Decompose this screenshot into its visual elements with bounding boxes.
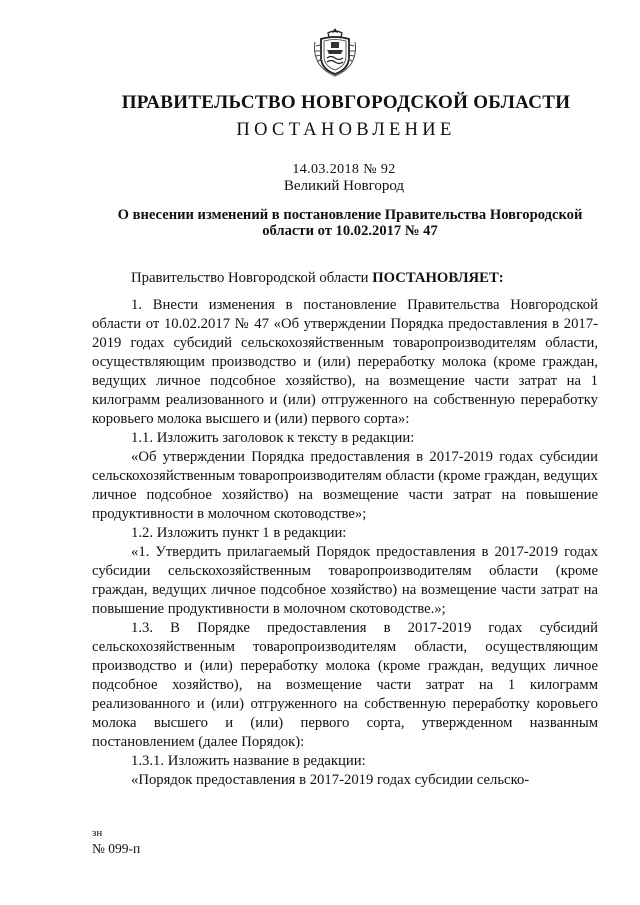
paragraph-1-3: 1.3. В Порядке предоставления в 2017-2019 годах субсидий сельскохозяйственным товаропроизводителям области, осуществляющим производство и (или) переработку молока (кроме граждан, ведущих личное подсобное хозяйство), на возмещение части затрат на 1 килограмм реализованного и (или) отгруженного на собственную переработку коровьего молока высшего и (или) первого сорта, утвержденном названным постановлением (далее Порядок): [92,620,598,750]
paragraph-1-1-text: «Об утверждении Порядка предоставления в 2017-2019 годах субсидии сельскохозяйственным товаропроизводителям области (кроме граждан, ведущих личное подсобное хозяйство) на возмещение части затрат на повышение продуктивности в молочном скотоводстве»; [92,449,598,522]
government-title: ПРАВИТЕЛЬСТВО НОВГОРОДСКОЙ ОБЛАСТИ [121,92,571,113]
subject-line-1: О внесении изменений в постановление Правительства Новгородской [117,207,583,223]
registration-number: № 099-п [92,841,141,856]
decree-lead-text: Правительство Новгородской области [131,270,373,286]
document-type: ПОСТАНОВЛЕНИЕ [236,120,456,140]
paragraph-1-1: 1.1. Изложить заголовок к тексту в редакции: [131,430,415,446]
decree-keyword: ПОСТАНОВЛЯЕТ: [372,270,504,286]
subject-line-2: области от 10.02.2017 № 47 [262,223,438,239]
coat-of-arms-icon [311,24,359,78]
paragraph-1: 1. Внести изменения в постановление Правительства Новгородской области от 10.02.2017 № 47 «Об утверждении Порядка предоставления в 2017-2019 годах субсидий сельскохозяйственным товаропроизводителям области, осуществляющим производство и (или) переработку молока (кроме граждан, ведущих личное подсобное хозяйство), на возмещение части затрат на 1 килограмм реализованного и (или) отгруженного на собственную переработку коровьего молока высшего и (или) первого сорта»: [92,297,598,427]
paragraph-1-2: 1.2. Изложить пункт 1 в редакции: [131,525,347,541]
document-subject [100,207,600,239]
footer-mark: зн [92,827,103,839]
document-body [92,269,598,790]
footer-registration [92,826,140,856]
paragraph-1-3-1: 1.3.1. Изложить название в редакции: [131,753,366,769]
paragraph-1-2-text: «1. Утвердить прилагаемый Порядок предоставления в 2017-2019 годах субсидии сельскохозяйственным товаропроизводителям области (кроме граждан, ведущих личное подсобное хозяйство) на возмещение части затрат на повышение продуктивности в молочном скотоводстве.»; [92,544,598,617]
date-and-number: 14.03.2018 № 92 [292,162,396,177]
city: Великий Новгород [283,178,405,194]
decree-lead [92,269,598,288]
paragraph-1-3-1-text: «Порядок предоставления в 2017-2019 годах субсидии сельско- [131,772,530,788]
